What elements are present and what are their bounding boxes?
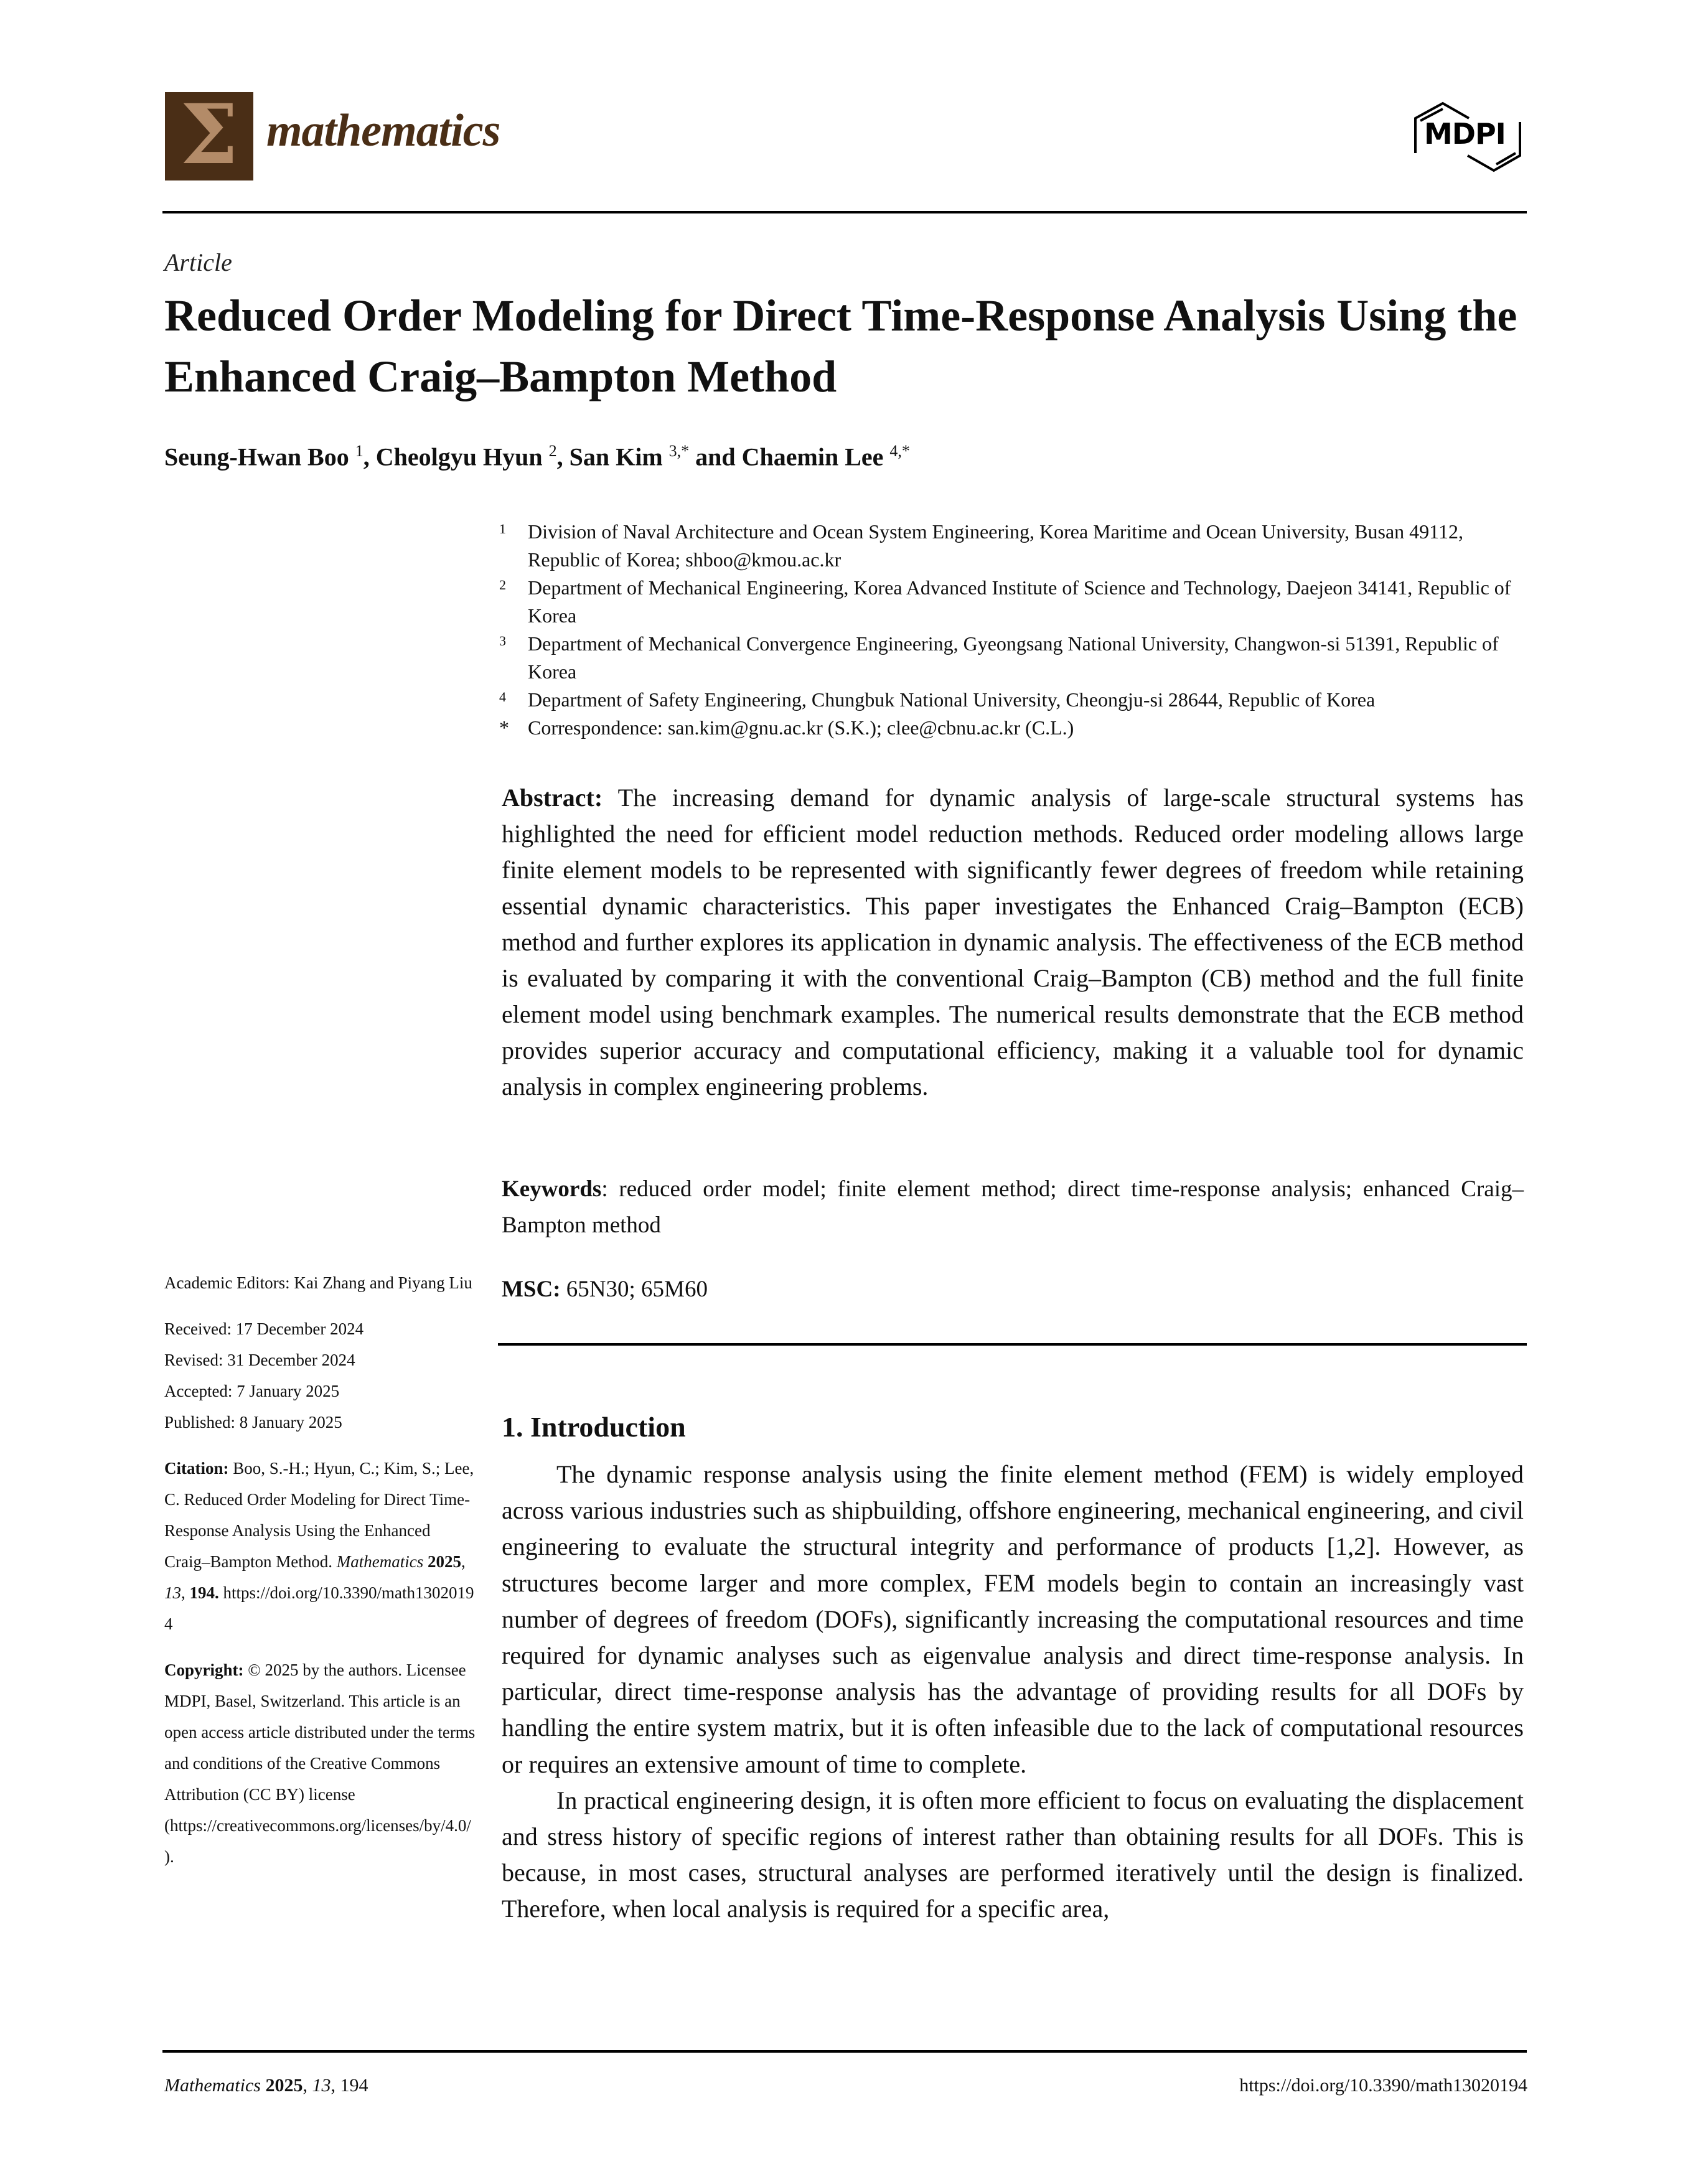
section-heading: 1. Introduction (502, 1411, 686, 1443)
journal-name: mathematics (266, 105, 500, 156)
affiliation-item (498, 686, 1537, 714)
author-separator: , (363, 443, 376, 471)
publisher-name: MDPI (1424, 117, 1506, 151)
keywords: Keywords: reduced order model; finite element method; direct time-response analysis; enhanced Craig–Bampton method (502, 1176, 1524, 1238)
citation-text: Boo, S.-H.; Hyun, C.; Kim, S.; Lee, C. Reduced Order Modeling for Direct Time-Response Analysis Using the Enhanced Craig–Bampton Method. (164, 1459, 474, 1571)
citation: Citation: Boo, S.-H.; Hyun, C.; Kim, S.; Lee, C. Reduced Order Modeling for Direct Time-Response Analysis Using the Enhanced Craig–Bampton Method. Mathematics 2025, 13, 194. https://doi.org/10.3390/math13020194 (164, 1459, 474, 1633)
author-name[interactable]: Cheolgyu Hyun (375, 443, 543, 471)
affiliation-item (498, 630, 1537, 686)
keywords-label: Keywords (502, 1176, 602, 1202)
citation-journal: Mathematics (336, 1552, 424, 1571)
citation-article: 194. (189, 1583, 219, 1602)
keywords-text: reduced order model; finite element method; direct time-response analysis; enhanced Craig–Bampton method (502, 1176, 1524, 1238)
author-name[interactable]: San Kim (569, 443, 663, 471)
abstract-label: Abstract: (502, 784, 603, 812)
article-title: Reduced Order Modeling for Direct Time-Response Analysis Using the Enhanced Craig–Bampton Method (164, 291, 1517, 401)
affiliation-item (498, 574, 1537, 630)
msc-codes (502, 1276, 708, 1303)
affiliation-mark: 2 (499, 577, 506, 593)
publication-dates (164, 1313, 476, 1438)
affiliation-item (498, 518, 1537, 574)
author-separator: , (556, 443, 570, 471)
citation-year: 2025 (427, 1552, 461, 1571)
affiliation-mark: 1 (499, 521, 506, 537)
affiliation-text: Department of Safety Engineering, Chungbuk National University, Cheongju-si 28644, Republic of Korea (528, 688, 1376, 711)
copyright-label: Copyright: (164, 1661, 244, 1679)
affiliation-mark: * (499, 716, 509, 739)
footer-article: 194 (340, 2075, 368, 2096)
paragraph: In practical engineering design, it is often more efficient to focus on evaluating the displacement and stress history of specific regions of interest rather than obtaining results for all DOFs. This is because, in most cases, structural analyses are performed iteratively until the design is finalized. Therefore, when local analysis is required for a specific area, (502, 1786, 1524, 1923)
paragraph: The dynamic response analysis using the finite element method (FEM) is widely employed across various industries such as shipbuilding, offshore engineering, mechanical engineering, and civil engineering to evaluate the structural integrity and performance of products [1,2]. However, as structures become larger and more complex, FEM models begin to contain an increasingly vast number of degrees of freedom (DOFs), significantly increasing the computational resources and time required for dynamic analyses such as eigenvalue analysis and direct time-response analysis. In particular, direct time-response analysis has the advantage of providing results for all DOFs by handling the entire system matrix, but it is often infeasible due to the lack of computational resources or requires an extensive amount of time to complete. (502, 1460, 1524, 1778)
section-body (502, 1456, 1524, 1928)
sigma-icon: Σ (180, 87, 238, 183)
date-published: Published: 8 January 2025 (164, 1413, 342, 1432)
affiliation-mark: 4 (499, 689, 506, 705)
abstract (502, 780, 1524, 1105)
citation-label: Citation: (164, 1459, 229, 1478)
affiliation-item (498, 714, 1537, 742)
affiliation-mark: 3 (499, 633, 506, 649)
msc-label: MSC: (502, 1277, 561, 1302)
copyright-text: © 2025 by the authors. Licensee MDPI, Basel, Switzerland. This article is an open access article distributed under the terms and conditions of the Creative Commons Attribution (CC BY) license (https://creativecommons.org/licenses/by/4.0/). (164, 1661, 476, 1866)
date-received: Received: 17 December 2024 (164, 1319, 364, 1338)
footer-rule (162, 2050, 1527, 2053)
msc-text: 65N30; 65M60 (566, 1277, 708, 1302)
article-type: Article (164, 248, 232, 276)
author-affiliation-mark: 4,* (889, 442, 910, 460)
author-affiliation-mark: 3,* (668, 442, 690, 460)
academic-editors: Academic Editors: Kai Zhang and Piyang Liu (164, 1273, 472, 1292)
abstract-rule (498, 1343, 1527, 1346)
date-accepted: Accepted: 7 January 2025 (164, 1382, 340, 1400)
author-list (164, 442, 910, 471)
citation-volume: 13 (164, 1583, 181, 1602)
author-name[interactable]: Seung-Hwan Boo (164, 443, 349, 471)
affiliation-text: Correspondence: san.kim@gnu.ac.kr (S.K.); clee@cbnu.ac.kr (C.L.) (528, 716, 1074, 739)
affiliation-text: Department of Mechanical Engineering, Korea Advanced Institute of Science and Technology, Daejeon 34141, Republic of Korea (528, 576, 1511, 627)
sidebar (164, 1267, 476, 1887)
affiliations (498, 518, 1537, 742)
citation-doi-link[interactable]: https://doi.org/10.3390/math13020194 (164, 1583, 474, 1633)
mdpi-logo (1413, 100, 1531, 174)
footer-doi-link[interactable]: https://doi.org/10.3390/math13020194 (1239, 2075, 1527, 2096)
affiliation-text: Division of Naval Architecture and Ocean System Engineering, Korea Maritime and Ocean University, Busan 49112, Republic of Korea; shboo@kmou.ac.kr (528, 520, 1463, 571)
author-separator: and (689, 443, 742, 471)
abstract-text: The increasing demand for dynamic analysis of large-scale structural systems has highlighted the need for efficient model reduction methods. Reduced order modeling allows large finite element models to be represented with significantly fewer degrees of freedom while retaining essential dynamic characteristics. This paper investigates the Enhanced Craig–Bampton (ECB) method and further explores its application in dynamic analysis. The effectiveness of the ECB method is evaluated by comparing it with the conventional Craig–Bampton (CB) method and the full finite element model using benchmark examples. The numerical results demonstrate that the ECB method provides superior accuracy and computational efficiency, making it a valuable tool for dynamic analysis in complex engineering problems. (502, 784, 1524, 1100)
copyright (164, 1654, 476, 1872)
journal-logo (165, 87, 253, 183)
author-affiliation-mark: 2 (548, 442, 557, 460)
footer-volume: 13 (312, 2075, 331, 2096)
author-name[interactable]: Chaemin Lee (741, 443, 884, 471)
author-affiliation-mark: 1 (355, 442, 363, 460)
date-revised: Revised: 31 December 2024 (164, 1351, 355, 1369)
footer-year: 2025 (265, 2075, 303, 2096)
header-rule (162, 211, 1527, 213)
footer-journal: Mathematics (164, 2075, 261, 2096)
affiliation-text: Department of Mechanical Convergence Engineering, Gyeongsang National University, Changwon-si 51391, Republic of Korea (528, 632, 1499, 683)
footer-citation: Mathematics 2025, 13, 194 (164, 2075, 368, 2096)
